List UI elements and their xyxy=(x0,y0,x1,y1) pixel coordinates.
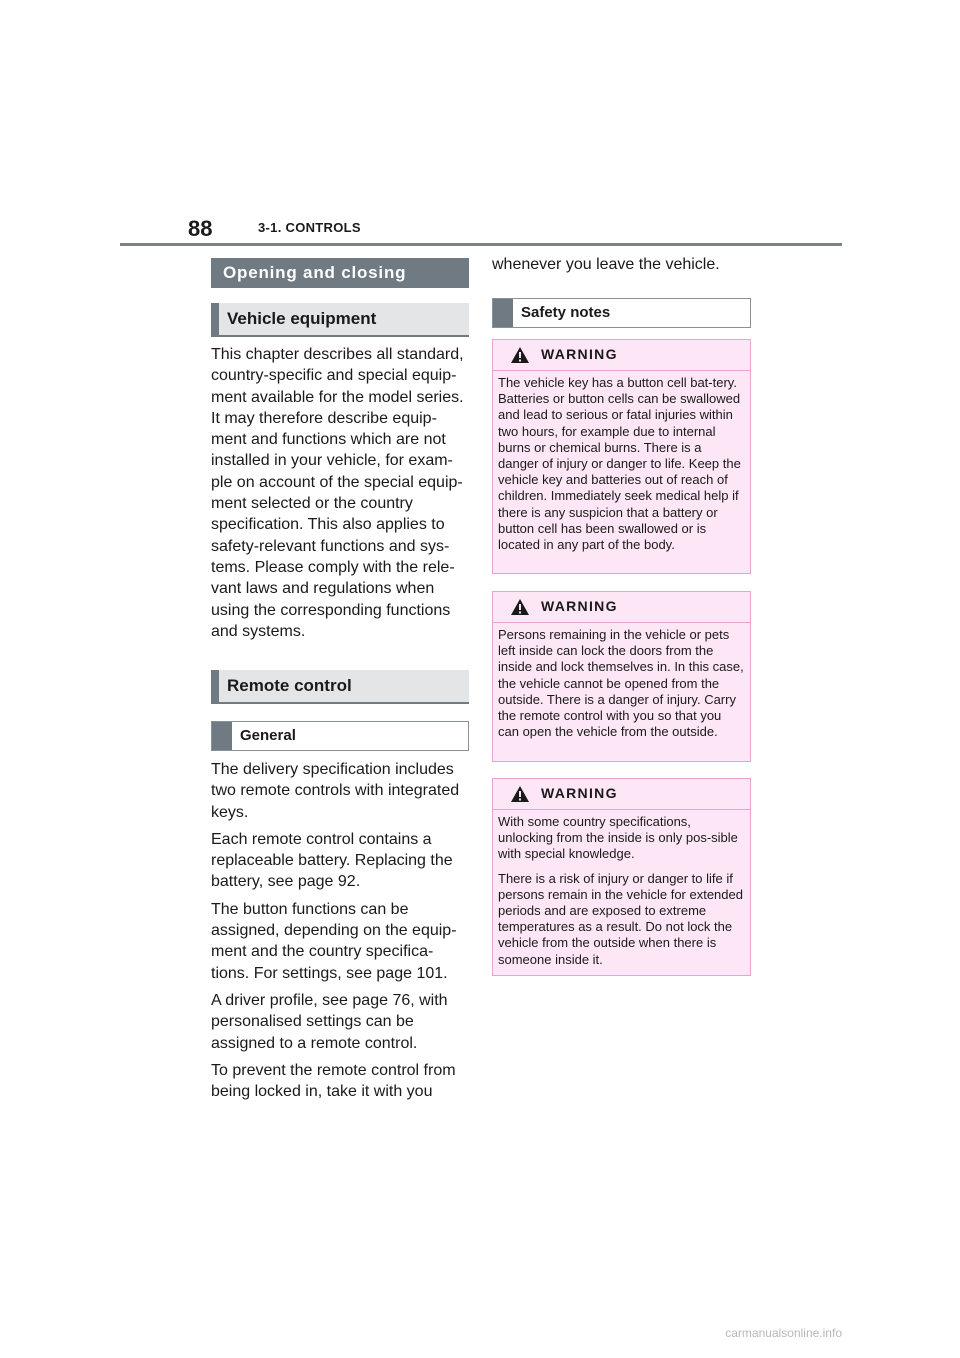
warning-body xyxy=(493,371,750,559)
safety-notes-heading-box xyxy=(492,298,751,328)
chapter-title: 3-1. CONTROLS xyxy=(258,220,361,235)
remote-control-text xyxy=(211,759,469,1108)
paragraph: This chapter describes all standard, country-specific and special equip-ment available for the model series. It may therefore describe equip-ment and functions which are not installed in your vehicle, for exam-ple on account of the special equip-ment selected or the country specification. This also applies to safety-relevant functions and sys-tems. Please comply with the rele-vant laws and regulations when using the corresponding functions and systems. xyxy=(211,346,464,640)
continuation-text xyxy=(492,254,752,281)
subsection-vehicle-equipment xyxy=(211,303,469,337)
warning-text: With some country specifications, unlocking from the inside is only pos-sible with special knowledge. xyxy=(498,814,738,862)
safety-notes-heading: Safety notes xyxy=(521,304,611,321)
warning-triangle-icon xyxy=(510,785,530,803)
warning-title: WARNING xyxy=(541,785,618,801)
warning-body xyxy=(493,623,750,746)
heading-tab xyxy=(212,722,232,750)
warning-triangle-icon xyxy=(510,346,530,364)
heading-tab xyxy=(493,299,513,327)
warning-body xyxy=(493,810,750,974)
warning-box xyxy=(492,591,751,762)
warning-title: WARNING xyxy=(541,598,618,614)
warning-triangle-icon xyxy=(510,598,530,616)
section-title: Opening and closing xyxy=(223,263,407,282)
warning-text: There is a risk of injury or danger to life if persons remain in the vehicle for extended periods and are exposed to extreme temperatures as a result. Do not lock the vehicle from the outside when there is someone inside it. xyxy=(498,870,743,967)
warning-title: WARNING xyxy=(541,346,618,362)
warning-header xyxy=(493,592,750,623)
section-title-bar xyxy=(211,258,469,288)
subsection-remote-control xyxy=(211,670,469,704)
warning-box xyxy=(492,339,751,574)
watermark: carmanualsonline.info xyxy=(725,1326,842,1340)
general-heading: General xyxy=(240,727,296,744)
vehicle-equipment-text xyxy=(211,344,469,648)
paragraph: The delivery specification includes two remote controls with integrated keys. xyxy=(211,761,460,821)
subsection-title: Vehicle equipment xyxy=(227,309,377,328)
paragraph: To prevent the remote control from being locked in, take it with you xyxy=(211,1061,456,1101)
paragraph: A driver profile, see page 76, with personalised settings can be assigned to a remote control. xyxy=(211,991,448,1052)
subsection-title: Remote control xyxy=(227,676,352,695)
warning-box xyxy=(492,778,751,976)
general-heading-box xyxy=(211,721,469,751)
warning-header xyxy=(493,340,750,371)
header-divider xyxy=(120,243,842,246)
paragraph: The button functions can be assigned, depending on the equip-ment and the country specifica-tions. For settings, see page 101. xyxy=(211,900,457,982)
paragraph: whenever you leave the vehicle. xyxy=(492,256,720,273)
warning-text: Persons remaining in the vehicle or pets left inside can lock the doors from the inside and lock themselves in. In this case, the vehicle cannot be opened from the outside. There is a danger of injury. Carry the remote control with you so that you can open the vehicle from the outside. xyxy=(498,627,744,740)
warning-header xyxy=(493,779,750,810)
warning-text: The vehicle key has a button cell bat-tery. Batteries or button cells can be swallowed and lead to serious or fatal injuries within two hours, for example due to internal burns or chemical burns. There is a danger of injury or danger to life. Keep the vehicle key and batteries out of reach of children. Immediately seek medical help if there is any suspicion that a battery or button cell has been swallowed or is located in any part of the body. xyxy=(498,375,741,553)
page-number: 88 xyxy=(188,216,213,241)
paragraph: Each remote control contains a replaceable battery. Replacing the battery, see page 92. xyxy=(211,830,453,891)
